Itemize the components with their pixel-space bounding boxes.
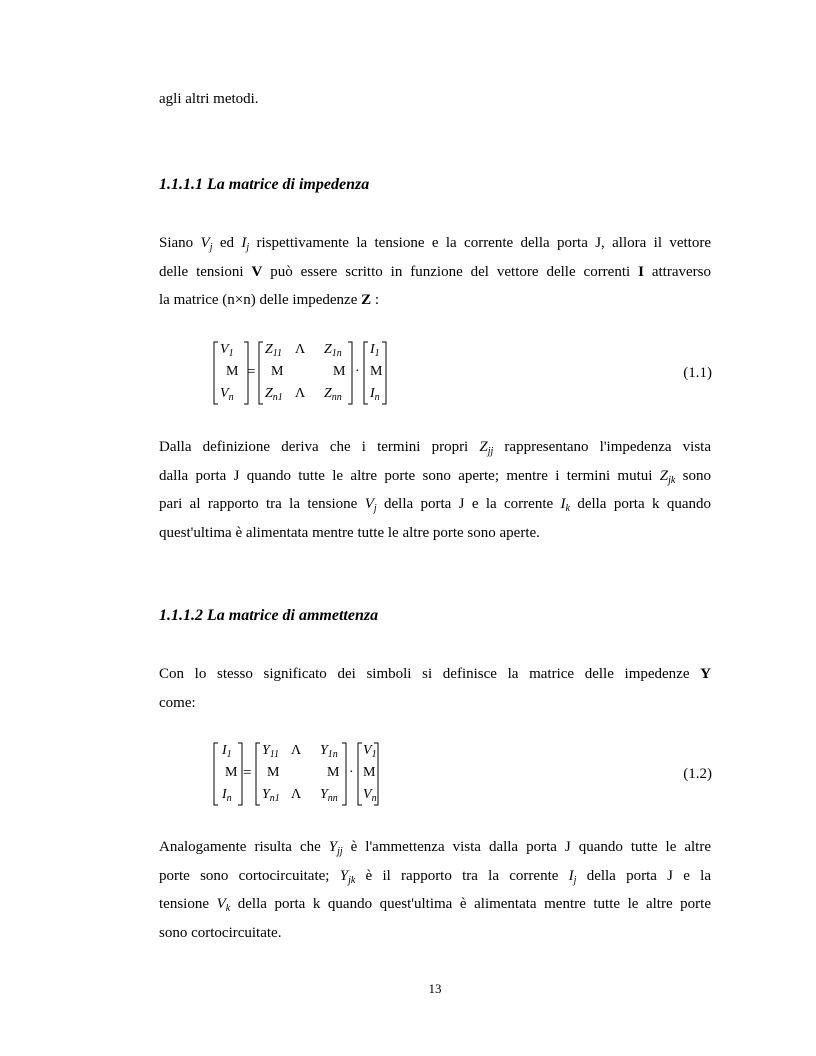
- dot-operator: ·: [349, 765, 354, 780]
- paragraph-admittance-desc: [159, 833, 711, 947]
- text-line: come:: [159, 694, 196, 711]
- rhs-vdots: M: [370, 364, 383, 379]
- paragraph-impedance-desc: [159, 433, 711, 547]
- text-line: Con lo stesso significato dei simboli si definisce la matrice delle impedenze Y: [159, 666, 711, 682]
- z1n: $Z_{1n}$: [324, 342, 342, 359]
- section-heading-impedance: 1.1.1.1 La matrice di impedenza: [159, 176, 370, 193]
- equation-number: (1.2): [683, 766, 712, 782]
- text-line: Analogamente risulta che $Y_{jj}$ è l'ammettenza vista dalla porta J quando tutte le altre: [159, 839, 711, 857]
- equation-1-1: [212, 340, 712, 410]
- equals-sign: =: [243, 765, 252, 781]
- vdots-left: M: [267, 765, 280, 780]
- text-line: tensione $V_k$ della porta k quando quest'ultima è alimentata mentre tutte le altre porte: [159, 896, 711, 914]
- rhs-v1: $V_1$: [363, 743, 377, 760]
- rhs-in: $I_n$: [370, 386, 380, 403]
- dot-operator: ·: [355, 364, 360, 379]
- intro-paragraph: [159, 85, 711, 114]
- lhs-v1: $V_1$: [220, 342, 234, 359]
- y11: $Y_{11}$: [262, 743, 280, 760]
- rhs-i1: $I_1$: [370, 342, 380, 359]
- section-heading-admittance: 1.1.1.2 La matrice di ammettenza: [159, 607, 379, 624]
- hdots-top: Λ: [295, 342, 306, 357]
- intro-line: agli altri metodi.: [159, 91, 259, 107]
- ynn: $Y_{nn}$: [320, 787, 338, 804]
- paragraph-impedance-intro: [159, 229, 711, 315]
- rhs-vn: $V_n$: [363, 787, 377, 804]
- equation-number: (1.1): [683, 365, 712, 381]
- znn: $Z_{nn}$: [324, 386, 342, 403]
- z11: $Z_{11}$: [265, 342, 283, 359]
- lhs-vdots: M: [226, 364, 239, 379]
- hdots-bottom: Λ: [295, 386, 306, 401]
- text-line: delle tensioni V può essere scritto in funzione del vettore delle correnti I attraverso: [159, 263, 711, 280]
- vdots-left: M: [271, 364, 284, 379]
- lhs-in: $I_n$: [222, 787, 232, 804]
- text-line: Dalla definizione deriva che i termini propri $Z_{jj}$ rappresentano l'impedenza vista: [159, 439, 711, 457]
- equals-sign: =: [247, 364, 256, 380]
- yn1: $Y_{n1}$: [262, 787, 280, 804]
- text-line: quest'ultima è alimentata mentre tutte le altre porte sono aperte.: [159, 524, 540, 541]
- text-line: la matrice (n×n) delle impedenze Z :: [159, 292, 380, 308]
- y1n: $Y_{1n}$: [320, 743, 338, 760]
- text-line: sono cortocircuitate.: [159, 924, 282, 941]
- page-number: 13: [428, 981, 442, 996]
- paragraph-admittance-intro: [159, 660, 711, 717]
- lhs-vdots: M: [225, 765, 238, 780]
- lhs-i1: $I_1$: [222, 743, 232, 760]
- text-line: pari al rapporto tra la tensione $V_j$ della porta J e la corrente $I_k$ della porta k quando: [159, 496, 711, 514]
- text-line: porte sono cortocircuitate; $Y_{jk}$ è il rapporto tra la corrente $I_j$ della porta J e la: [159, 867, 711, 886]
- hdots-bottom: Λ: [291, 787, 302, 802]
- lhs-vn: $V_n$: [220, 386, 234, 403]
- hdots-top: Λ: [291, 743, 302, 758]
- equation-1-2: [212, 741, 712, 811]
- text-line: dalla porta J quando tutte le altre porte sono aperte; mentre i termini mutui $Z_{jk}$ sono: [159, 467, 711, 486]
- vdots-right: M: [333, 364, 346, 379]
- zn1: $Z_{n1}$: [265, 386, 283, 403]
- vdots-right: M: [327, 765, 340, 780]
- text-line: Siano $V_j$ ed $I_j$ rispettivamente la tensione e la corrente della porta J, allora il vettore: [159, 235, 711, 253]
- rhs-vdots: M: [363, 765, 376, 780]
